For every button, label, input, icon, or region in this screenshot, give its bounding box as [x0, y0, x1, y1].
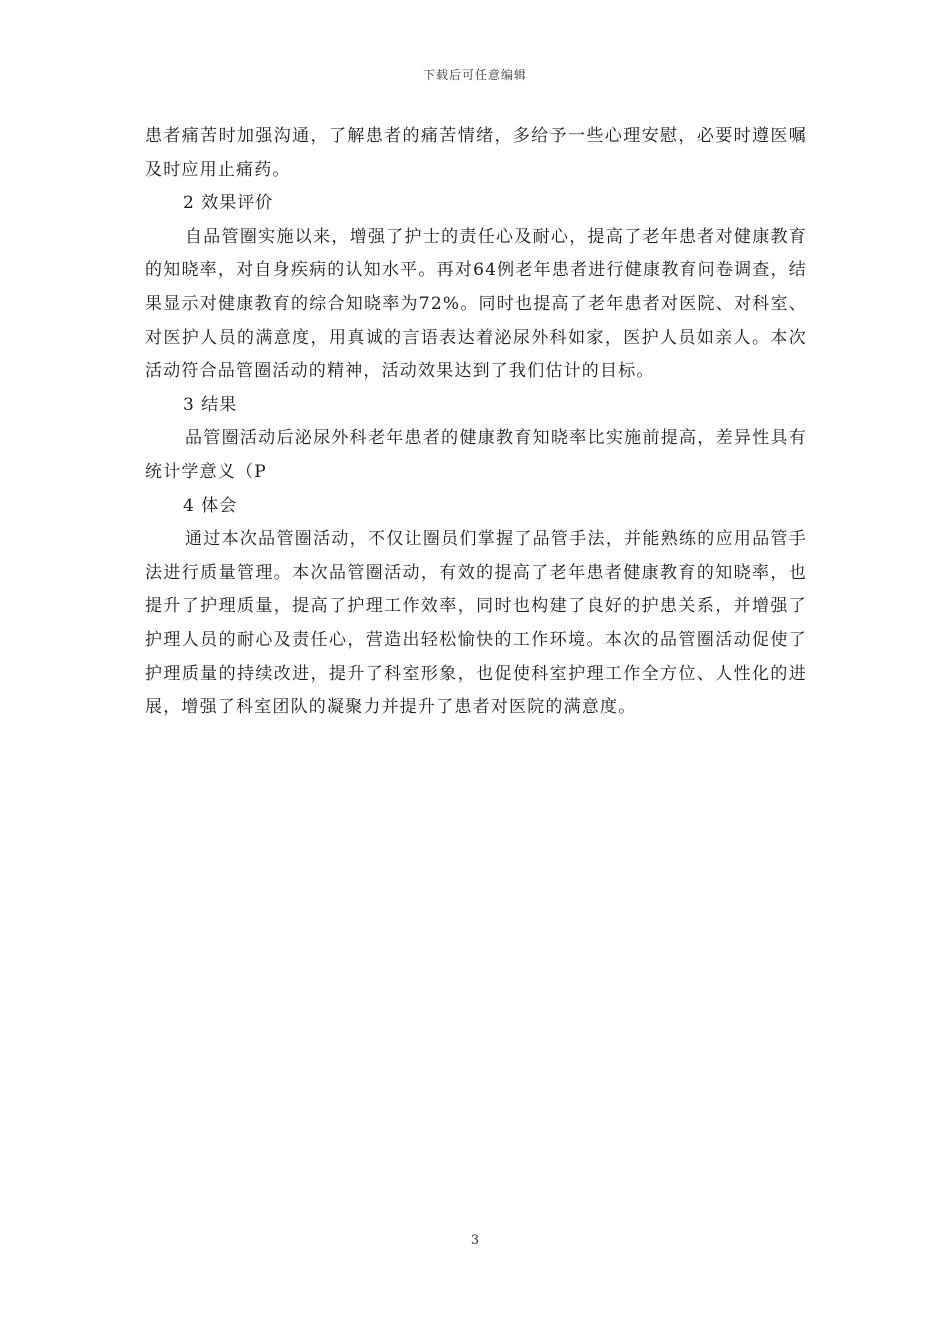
paragraph-effect-evaluation: 自品管圈实施以来，增强了护士的责任心及耐心，提高了老年患者对健康教育的知晓率，对自身疾病的认知水平。再对64例老年患者进行健康教育问卷调查，结果显示对健康教育的综合知晓率为72%。同时也提高了老年患者对医院、对科室、对医护人员的满意度，用真诚的言语表达着泌尿外科如家，医护人员如亲人。本次活动符合品管圈活动的精神，活动效果达到了我们估计的目标。 — [145, 226, 807, 382]
section-heading-effect-evaluation: 2 效果评价 — [183, 193, 274, 214]
document-body — [145, 120, 807, 725]
paragraph-reflections: 通过本次品管圈活动，不仅让圈员们掌握了品管手法，并能熟练的应用品管手法进行质量管理。本次品管圈活动，有效的提高了老年患者健康教育的知晓率，也提升了护理质量，提高了护理工作效率，同时也构建了良好的护患关系，并增强了护理人员的耐心及责任心，营造出轻松愉快的工作环境。本次的品管圈活动促使了护理质量的持续改进，提升了科室形象，也促使科室护理工作全方位、人性化的进展，增强了科室团队的凝聚力并提升了患者对医院的满意度。 — [145, 529, 807, 718]
section-heading-reflections: 4 体会 — [183, 495, 238, 516]
section-heading-results: 3 结果 — [183, 394, 238, 415]
page-header: 下载后可任意编辑 — [422, 68, 527, 82]
paragraph-results: 品管圈活动后泌尿外科老年患者的健康教育知晓率比实施前提高，差异性具有统计学意义（P — [145, 428, 807, 482]
page-number: 3 — [470, 1233, 480, 1248]
paragraph-continued: 患者痛苦时加强沟通，了解患者的痛苦情绪，多给予一些心理安慰，必要时遵医嘱及时应用止痛药。 — [145, 126, 807, 180]
